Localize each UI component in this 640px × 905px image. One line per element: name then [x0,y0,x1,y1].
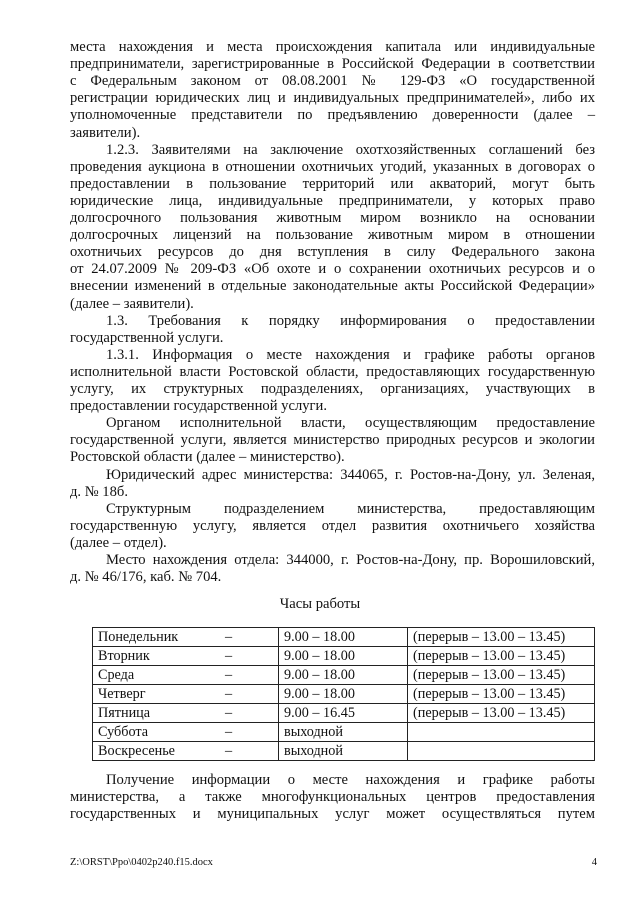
dash-cell: – [205,666,279,685]
text-line: государственную услугу, является отдел развития охотничьего хозяйства [70,517,595,534]
table-row [93,628,595,647]
text-line: юридические лица, индивидуальные предприниматели, у которых право [70,192,595,209]
text-line: Органом исполнительной власти, осуществляющим предоставление [106,415,595,432]
text-line: государственной услуги, является министерство природных ресурсов и экологии [70,432,595,449]
text-line: д. № 18б. [70,483,128,500]
text-line: предоставлении в пользование территорий или акваторий, могут быть [70,175,595,192]
text-line: государственной услуги. [70,329,224,346]
text-line: от 24.07.2009 № 209-ФЗ «Об охоте и о сохранении охотничьих ресурсов и о [70,261,595,278]
table-row [93,666,595,685]
text-line: внесении изменений в отдельные законодательные акты Российской Федерации» [70,278,595,295]
day-cell: Понедельник [93,628,206,647]
hours-cell: 9.00 – 16.45 [279,704,408,723]
break-cell: (перерыв – 13.00 – 13.45) [408,704,595,723]
break-cell: (перерыв – 13.00 – 13.45) [408,647,595,666]
text-line: с Федеральным законом от 08.08.2001 № 129-ФЗ «О государственной [70,73,595,90]
table-row [93,647,595,666]
table-row [93,742,595,761]
break-cell: (перерыв – 13.00 – 13.45) [408,628,595,647]
text-line: предоставлении государственной услуги. [70,398,327,415]
text-line: 1.2.3. Заявителями на заключение охотхозяйственных соглашений без [106,141,595,158]
table-caption: Часы работы [279,596,361,612]
text-line: Ростовской области (далее – министерство). [70,449,345,466]
text-line: Место нахождения отдела: 344000, г. Ростов-на-Дону, пр. Ворошиловский, [106,552,595,568]
dash-cell: – [205,742,279,761]
working-hours-table [92,627,595,761]
text-line: долгосрочных лицензий на пользование животным миром в отношении [70,227,595,244]
hours-cell: 9.00 – 18.00 [279,628,408,647]
hours-cell: 9.00 – 18.00 [279,685,408,704]
day-cell: Четверг [93,685,206,704]
hours-cell: выходной [279,742,408,761]
day-cell: Суббота [93,723,206,742]
day-cell: Вторник [93,647,206,666]
text-line: министерства, а также многофункциональных центров предоставления [70,789,595,806]
text-line: Юридический адрес министерства: 344065, г. Ростов-на-Дону, ул. Зеленая, [106,466,595,483]
day-cell: Среда [93,666,206,685]
text-line: 1.3.1. Информация о месте нахождения и графике работы органов [106,346,595,363]
table-row [93,685,595,704]
break-cell: (перерыв – 13.00 – 13.45) [408,685,595,704]
dash-cell: – [205,647,279,666]
text-line: уполномоченные представители по предъявлению доверенности (далее – [70,107,595,124]
text-line: Структурным подразделением министерства, предоставляющим [106,500,595,517]
day-cell: Воскресенье [93,742,206,761]
break-cell [408,742,595,761]
break-cell: (перерыв – 13.00 – 13.45) [408,666,595,685]
footer-file-path: Z:\ORST\Ppo\0402p240.f15.docx [70,857,213,868]
text-line: охотничьих ресурсов до дня вступления в силу Федерального закона [70,244,595,261]
text-line: 1.3. Требования к порядку информирования о предоставлении [106,312,595,329]
text-line: регистрации юридических лиц и индивидуальных предпринимателей», либо их [70,90,595,107]
day-cell: Пятница [93,704,206,723]
hours-cell: 9.00 – 18.00 [279,647,408,666]
table-row [93,723,595,742]
text-line: исполнительной власти Ростовской области, предоставляющих государственную [70,363,595,380]
text-line: предприниматели, зарегистрированные в Российской Федерации в соответствии [70,56,595,73]
text-line: д. № 46/176, каб. № 704. [70,569,222,586]
hours-cell: выходной [279,723,408,742]
dash-cell: – [205,704,279,723]
hours-cell: 9.00 – 18.00 [279,666,408,685]
dash-cell: – [205,628,279,647]
text-line: места нахождения и места происхождения капитала или индивидуальные [70,39,595,55]
dash-cell: – [205,723,279,742]
dash-cell: – [205,685,279,704]
text-line: государственных и муниципальных услуг может осуществляться путем [70,806,595,823]
text-line: (далее – отдел). [70,534,167,551]
page-number: 4 [591,857,597,868]
text-line: услугу, их структурных подразделениях, организациях, участвующих в [70,381,595,397]
break-cell [408,723,595,742]
text-line: заявители). [70,124,141,141]
text-line: проведения аукциона в отношении охотничьих угодий, указанных в договорах о [70,158,595,175]
table-row [93,704,595,723]
text-line: долгосрочного пользования животным миром возникло на основании [70,210,595,226]
text-line: (далее – заявители). [70,295,194,312]
text-line: Получение информации о месте нахождения и графике работы [106,772,595,788]
